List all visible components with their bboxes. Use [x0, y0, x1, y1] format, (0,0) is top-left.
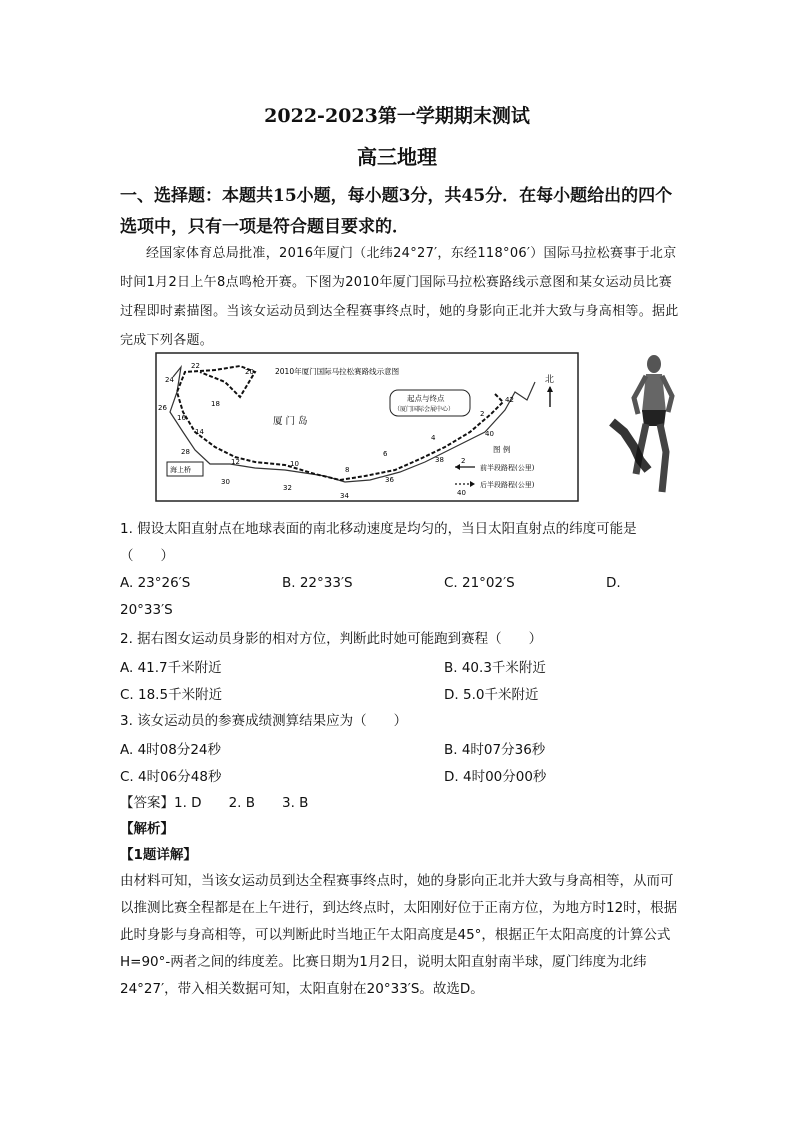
km-marker: 6: [383, 450, 388, 458]
legend-front: 前半段路程(公里): [480, 464, 535, 472]
q2-option-a: A. 41.7千米附近: [120, 660, 222, 676]
start-end-label: 起点与终点: [407, 394, 445, 403]
north-label: 北: [545, 375, 555, 385]
question-1-stem: 1. 假设太阳直射点在地球表面的南北移动速度是均匀的，当日太阳直射点的纬度可能是: [120, 521, 637, 537]
q3-option-a: A. 4时08分24秒: [120, 742, 222, 758]
exam-subtitle: 高三地理: [357, 145, 437, 169]
km-marker: 24: [165, 376, 174, 384]
km-marker: 16: [177, 414, 186, 422]
question-3-stem: 3. 该女运动员的参赛成绩测算结果应为（ ）: [120, 713, 408, 729]
bridge-label: 海上桥: [170, 466, 191, 474]
legend-back: 后半段路程(公里): [480, 481, 535, 489]
island-label: 厦 门 岛: [273, 416, 308, 427]
question-1-paren: （ ）: [120, 548, 174, 564]
q1-option-d: D.: [606, 575, 621, 591]
legend-num-back: 40: [457, 489, 466, 497]
km-marker: 30: [221, 478, 230, 486]
q3-option-d: D. 4时00分00秒: [444, 769, 547, 785]
km-marker: 18: [211, 400, 220, 408]
km-marker: 14: [195, 428, 204, 436]
km-marker: 12: [231, 458, 240, 466]
detail-paragraph: 由材料可知，当该女运动员到达全程赛事终点时，她的身影向正北并大致与身高相等，从而可以推测比赛全程都是在上午进行，到达终点时，太阳刚好位于正南方位，为地方时12时，根据此时身影与身高相等，可以判断此时当地正午太阳高度是45°，根据正午太阳高度的计算公式H=90°-两者之间的纬度差。比赛日期为1月2日，说明太阳直射南半球，厦门纬度为北纬24°27′，带入相关数据可知，太阳直射在20°33′S。故选D。: [120, 873, 678, 997]
km-marker: 36: [385, 476, 394, 484]
section-heading: 一、选择题：本题共15小题，每小题3分，共45分．在每小题给出的四个选项中，只有一项是符合题目要求的．: [120, 186, 673, 237]
km-marker: 20: [245, 368, 254, 376]
intro-paragraph: 经国家体育总局批准，2016年厦门（北纬24°27′，东经118°06′）国际马拉松赛事于北京时间1月2日上午8点鸣枪开赛。下图为2010年厦门国际马拉松赛路线示意图和某女运动员比赛过程即时素描图。当该女运动员到达全程赛事终点时，她的身影向正北并大致与身高相等。据此完成下列各题。: [120, 246, 679, 348]
q3-option-b: B. 4时07分36秒: [444, 742, 546, 758]
q2-option-b: B. 40.3千米附近: [444, 660, 546, 676]
km-marker: 32: [283, 484, 292, 492]
route-map: [155, 352, 675, 502]
q1-option-b: B. 22°33′S: [282, 575, 353, 591]
km-marker: 40: [485, 430, 494, 438]
answer-line: 【答案】1. D 2. B 3. B: [120, 795, 309, 811]
runner-sketch-icon: [612, 355, 672, 492]
exam-title: 2022-2023第一学期期末测试: [264, 105, 530, 127]
km-marker: 2: [480, 410, 485, 418]
question-2-stem: 2. 据右图女运动员身影的相对方位，判断此时她可能跑到赛程（ ）: [120, 631, 543, 647]
km-marker: 8: [345, 466, 350, 474]
legend-title: 图 例: [493, 445, 511, 454]
km-marker: 42: [505, 396, 514, 404]
q2-option-c: C. 18.5千米附近: [120, 687, 223, 703]
q2-option-d: D. 5.0千米附近: [444, 687, 539, 703]
detail-heading: 【1题详解】: [120, 847, 197, 863]
marathon-figure: [155, 352, 675, 502]
q3-option-c: C. 4时06分48秒: [120, 769, 222, 785]
km-marker: 10: [290, 460, 299, 468]
start-end-sub: （厦门国际会展中心）: [394, 406, 455, 413]
analysis-label: 【解析】: [120, 821, 174, 837]
km-marker: 38: [435, 456, 444, 464]
q1-option-a: A. 23°26′S: [120, 575, 191, 591]
map-title: 2010年厦门国际马拉松赛路线示意图: [275, 367, 400, 376]
q1-option-c: C. 21°02′S: [444, 575, 515, 591]
km-marker: 28: [181, 448, 190, 456]
km-marker: 34: [340, 492, 349, 500]
legend-num-front: 2: [461, 457, 466, 465]
km-marker: 4: [431, 434, 436, 442]
km-marker: 26: [158, 404, 167, 412]
km-marker: 22: [191, 362, 200, 370]
q1-option-d-value: 20°33′S: [120, 602, 173, 618]
